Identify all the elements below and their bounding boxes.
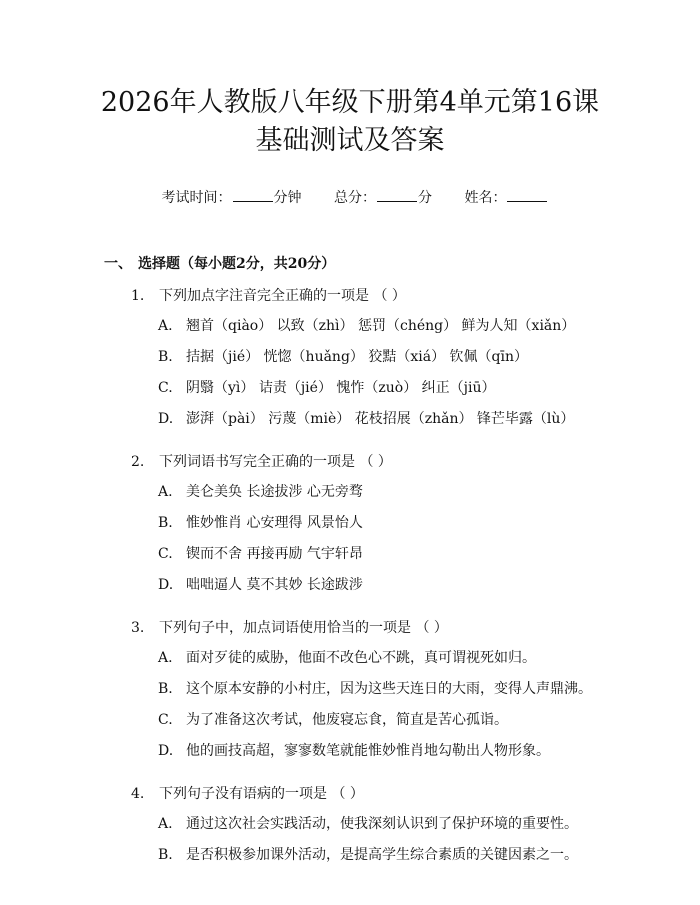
option-letter: C.	[158, 712, 173, 728]
answer-option	[158, 316, 700, 347]
student-name-label: 姓名：	[464, 190, 507, 206]
answer-option	[158, 575, 700, 606]
option-text: 咄咄逼人 莫不其妙 长途跋涉	[186, 577, 363, 593]
question-number: 3.	[131, 620, 145, 636]
answer-option	[158, 710, 700, 741]
total-score-label: 总分：	[334, 190, 376, 206]
section-heading	[104, 254, 700, 274]
option-text: 阴翳（yì） 诘责（jié） 愧怍（zuò） 纠正（jiū）	[186, 380, 496, 396]
answer-option	[158, 513, 700, 544]
option-text: 美仑美奂 长途拔涉 心无旁骛	[186, 484, 363, 500]
section-title: 选择题（每小题2分，共20分）	[138, 256, 336, 272]
answer-option	[158, 409, 700, 440]
question-number: 1.	[131, 288, 145, 304]
question-stem	[131, 286, 700, 306]
title-line-1: 2026年人教版八年级下册第4单元第16课	[100, 87, 600, 118]
option-letter: B.	[158, 681, 173, 697]
answer-option	[158, 814, 700, 845]
section-number: 一、	[104, 256, 132, 272]
option-letter: B.	[158, 515, 173, 531]
question-stem	[131, 452, 700, 472]
student-name-blank	[507, 189, 547, 202]
option-text: 是否积极参加课外活动，是提高学生综合素质的关键因素之一。	[186, 847, 578, 863]
option-letter: D.	[158, 577, 174, 593]
question-number: 2.	[131, 454, 145, 470]
option-text: 澎湃（pài） 污蔑（miè） 花枝招展（zhǎn） 锋芒毕露（lù）	[186, 411, 575, 427]
option-text: 锲而不舍 再接再励 气宇轩昂	[186, 546, 363, 562]
exam-time-blank	[233, 189, 273, 202]
answer-option	[158, 845, 700, 876]
document-title	[0, 84, 700, 160]
question-stem	[131, 618, 700, 638]
option-text: 这个原本安静的小村庄，因为这些天连日的大雨，变得人声鼎沸。	[186, 681, 592, 697]
total-score-field	[334, 188, 432, 208]
option-list	[0, 648, 700, 772]
question-text: 下列句子没有语病的一项是 （ ）	[159, 786, 364, 802]
exam-time-label: 考试时间：	[161, 190, 232, 206]
option-letter: A.	[158, 484, 173, 500]
option-list	[0, 482, 700, 606]
option-letter: A.	[158, 650, 173, 666]
option-letter: A.	[158, 318, 173, 334]
answer-option	[158, 544, 700, 575]
student-name-field	[464, 188, 548, 208]
answer-option	[158, 378, 700, 409]
exam-time-field	[162, 188, 302, 208]
answer-option	[158, 648, 700, 679]
question-text: 下列句子中，加点词语使用恰当的一项是 （ ）	[159, 620, 448, 636]
option-text: 翘首（qiào） 以致（zhì） 惩罚（chéng） 鲜为人知（xiǎn）	[186, 318, 576, 334]
question-text: 下列词语书写完全正确的一项是 （ ）	[159, 454, 392, 470]
option-text: 惟妙惟肖 心安理得 风景怡人	[186, 515, 363, 531]
option-text: 为了准备这次考试，他废寝忘食，简直是苦心孤诣。	[186, 712, 508, 728]
option-letter: A.	[158, 816, 173, 832]
option-letter: B.	[158, 349, 173, 365]
question-list	[0, 286, 700, 876]
option-text: 他的画技高超，寥寥数笔就能惟妙惟肖地勾勒出人物形象。	[186, 743, 550, 759]
option-text: 通过这次社会实践活动，使我深刻认识到了保护环境的重要性。	[186, 816, 578, 832]
option-text: 面对歹徒的威胁，他面不改色心不跳，真可谓视死如归。	[186, 650, 536, 666]
question-text: 下列加点字注音完全正确的一项是 （ ）	[159, 288, 406, 304]
option-text: 拮据（jié） 恍惚（huǎng） 狡黠（xiá） 钦佩（qīn）	[186, 349, 528, 365]
title-line-2: 基础测试及答案	[255, 125, 445, 156]
option-letter: C.	[158, 380, 173, 396]
answer-option	[158, 347, 700, 378]
option-letter: C.	[158, 546, 173, 562]
option-letter: B.	[158, 847, 173, 863]
total-score-blank	[377, 189, 417, 202]
answer-option	[158, 679, 700, 710]
total-score-unit: 分	[418, 190, 432, 206]
question-stem	[131, 784, 700, 804]
option-list	[0, 316, 700, 440]
question-number: 4.	[131, 786, 145, 802]
option-letter: D.	[158, 411, 174, 427]
answer-option	[158, 482, 700, 513]
option-list	[0, 814, 700, 876]
option-letter: D.	[158, 743, 174, 759]
answer-option	[158, 741, 700, 772]
exam-meta	[0, 188, 700, 208]
exam-time-unit: 分钟	[273, 190, 302, 206]
